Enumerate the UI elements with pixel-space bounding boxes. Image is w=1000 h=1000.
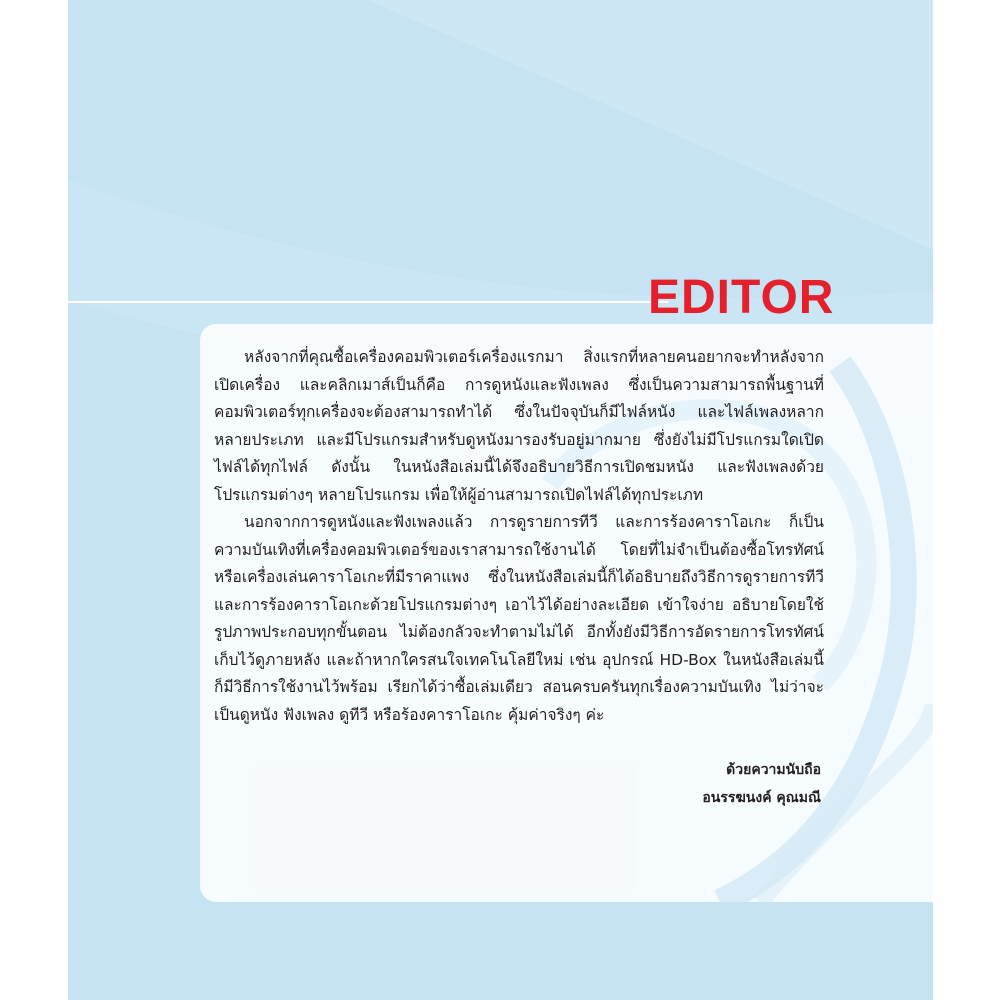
editorial-body (214, 344, 824, 729)
editorial-card (200, 324, 933, 902)
editor-page (68, 0, 933, 1000)
signature-name: อนรรฆนงค์ คุณมณี (702, 790, 821, 806)
signature-block (702, 756, 821, 812)
page-title: EDITOR (648, 271, 835, 324)
body-paragraph-1: หลังจากที่คุณซื้อเครื่องคอมพิวเตอร์เครื่องแรกมา สิ่งแรกที่หลายคนอยากจะทำหลังจากเปิดเครื่อง และคลิกเมาส์เป็นก็คือ การดูหนังและฟังเพลง ซึ่งเป็นความสามารถพื้นฐานที่คอมพิวเตอร์ทุกเครื่องจะต้องสามารถทำได้ ซึ่งในปัจจุบันก็มีไฟล์หนัง และไฟล์เพลงหลากหลายประเภท และมีโปรแกรมสำหรับดูหนังมารองรับอยู่มากมาย ซึ่งยังไม่มีโปรแกรมใดเปิดไฟล์ได้ทุกไฟล์ ดังนั้น ในหนังสือเล่มนี้ได้จึงอธิบายวิธีการเปิดชมหนัง และฟังเพลงด้วยโปรแกรมต่างๆ หลายโปรแกรม เพื่อให้ผู้อ่านสามารถเปิดไฟล์ได้ทุกประเภท (214, 348, 824, 504)
header-rule (68, 301, 668, 303)
signature-closing: ด้วยความนับถือ (726, 762, 821, 778)
body-paragraph-2: นอกจากการดูหนังและฟังเพลงแล้ว การดูรายการทีวี และการร้องคาราโอเกะ ก็เป็นความบันเทิงที่เครื่องคอมพิวเตอร์ของเราสามารถใช้งานได้ โดยที่ไม่จำเป็นต้องซื้อโทรทัศน์ หรือเครื่องเล่นคาราโอเกะที่มีราคาแพง ซึ่งในหนังสือเล่มนี้ก็ได้อธิบายถึงวิธีการดูรายการทีวี และการร้องคาราโอเกะด้วยโปรแกรมต่างๆ เอาไว้ได้อย่างละเอียด เข้าใจง่าย อธิบายโดยใช้รูปภาพประกอบทุกขั้นตอน ไม่ต้องกลัวจะทำตามไม่ได้ อีกทั้งยังมีวิธีการอัดรายการโทรทัศน์เก็บไว้ดูภายหลัง และถ้าหากใครสนใจเทคโนโลยีใหม่ เช่น อุปกรณ์ HD-Box ในหนังสือเล่มนี้ก็มีวิธีการใช้งานไว้พร้อม เรียกได้ว่าซื้อเล่มเดียว สอนครบครันทุกเรื่องความบันเทิง ไม่ว่าจะเป็นดูหนัง ฟังเพลง ดูทีวี หรือร้องคาราโอเกะ คุ้มค่าจริงๆ ค่ะ (214, 513, 824, 724)
